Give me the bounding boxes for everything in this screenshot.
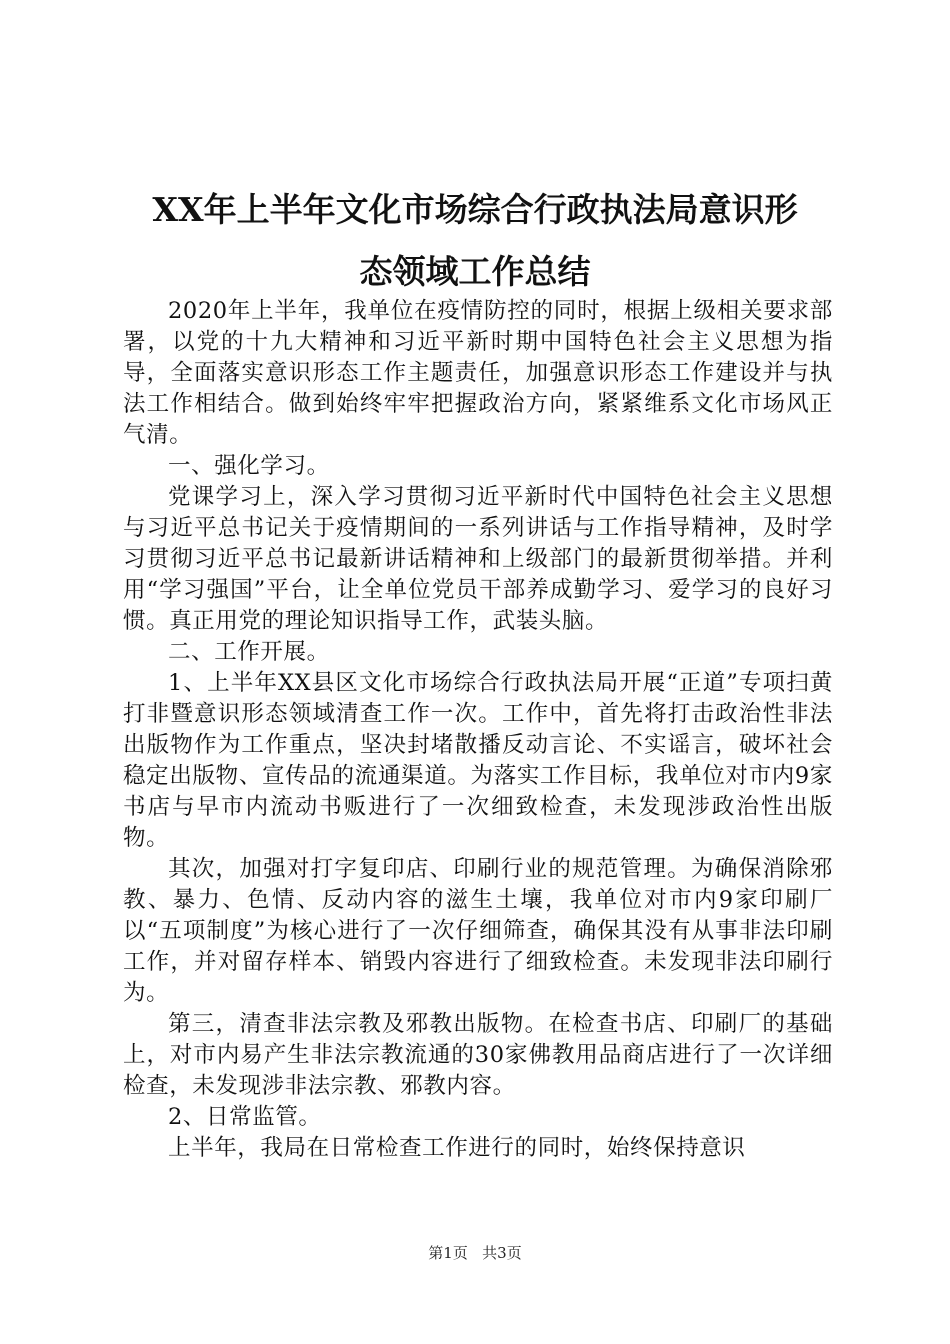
document-title-line-1: XX年上半年文化市场综合行政执法局意识形 [152,190,798,229]
document-title-line-2: 态领域工作总结 [359,252,591,291]
section-heading-work: 二、工作开展。 [168,639,330,665]
document-body [123,296,833,1164]
paragraph-work-1: 1、上半年XX县区文化市场综合行政执法局开展“正道”专项扫黄打非暨意识形态领域清查工作一次。工作中，首先将打击政治性非法出版物作为工作重点，坚决封堵散播反动言论、不实谣言，破坏社会稳定出版物、宣传品的流通渠道。为落实工作目标，我单位对市内9家书店与早市内流动书贩进行了一次细致检查，未发现涉政治性出版物。 [123,670,833,851]
paragraph-study: 党课学习上，深入学习贯彻习近平新时代中国特色社会主义思想与习近平总书记关于疫情期间的一系列讲话与工作指导精神，及时学习贯彻习近平总书记最新讲话精神和上级部门的最新贯彻举措。并利用“学习强国”平台，让全单位党员干部养成勤学习、爱学习的良好习惯。真正用党的理论知识指导工作，武装头脑。 [123,484,833,634]
page-number: 第1页 [428,1244,468,1262]
section-heading-study: 一、强化学习。 [168,453,330,479]
paragraph-work-2: 其次，加强对打字复印店、印刷行业的规范管理。为确保消除邪教、暴力、色情、反动内容的滋生土壤，我单位对市内9家印刷厂以“五项制度”为核心进行了一次仔细筛查，确保其没有从事非法印刷工作，并对留存样本、销毁内容进行了细致检查。未发现非法印刷行为。 [123,856,833,1006]
subheading-daily-supervision: 2、日常监管。 [168,1104,322,1130]
page-footer [0,1243,950,1263]
paragraph-work-3: 第三，清查非法宗教及邪教出版物。在检查书店、印刷厂的基础上，对市内易产生非法宗教流通的30家佛教用品商店进行了一次详细检查，未发现涉非法宗教、邪教内容。 [123,1011,833,1099]
paragraph-intro: 2020年上半年，我单位在疫情防控的同时，根据上级相关要求部署，以党的十九大精神和习近平新时期中国特色社会主义思想为指导，全面落实意识形态工作主题责任，加强意识形态工作建设并与执法工作相结合。做到始终牢牢把握政治方向，紧紧维系文化市场风正气清。 [123,298,833,448]
page-total: 共3页 [482,1244,522,1262]
paragraph-daily-supervision: 上半年，我局在日常检查工作进行的同时，始终保持意识 [168,1135,746,1161]
